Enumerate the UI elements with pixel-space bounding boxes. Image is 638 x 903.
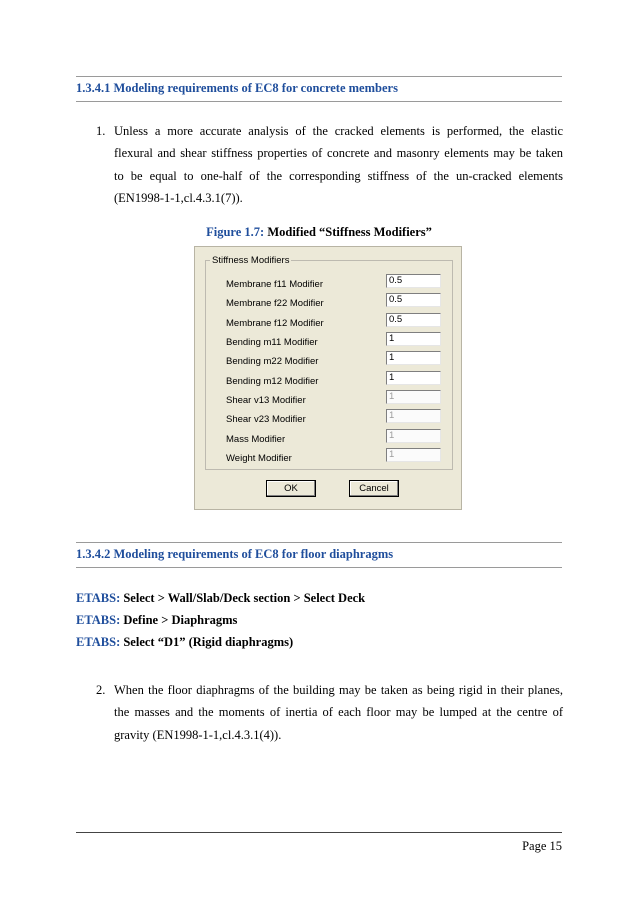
weight-modifier-input[interactable]: 1 bbox=[386, 448, 441, 462]
heading-rule-top bbox=[76, 542, 562, 543]
etabs-keyword: ETABS: bbox=[76, 591, 121, 605]
bending-m12-input[interactable]: 1 bbox=[386, 371, 441, 385]
modifier-label: Membrane f12 Modifier bbox=[226, 318, 324, 329]
heading-rule-bottom bbox=[76, 101, 562, 102]
modifier-label: Mass Modifier bbox=[226, 434, 286, 445]
modifier-label: Bending m12 Modifier bbox=[226, 376, 319, 387]
modifier-label: Weight Modifier bbox=[226, 453, 292, 464]
list-number-1: 1. bbox=[96, 124, 106, 138]
shear-v23-input[interactable]: 1 bbox=[386, 409, 441, 423]
stiffness-modifiers-dialog bbox=[194, 246, 462, 510]
etabs-instruction bbox=[76, 613, 237, 628]
paragraph-line: gravity (EN1998-1-1,cl.4.3.1(4)). bbox=[114, 727, 282, 742]
section-heading-1341: 1.3.4.1 Modeling requirements of EC8 for concrete members bbox=[76, 81, 398, 95]
heading-rule-top bbox=[76, 76, 562, 77]
figure-title: Modified “Stiffness Modifiers” bbox=[267, 225, 432, 239]
paragraph-item-2 bbox=[114, 679, 563, 746]
etabs-keyword: ETABS: bbox=[76, 635, 121, 649]
cancel-button[interactable]: Cancel bbox=[349, 480, 399, 497]
modifier-label: Bending m11 Modifier bbox=[226, 337, 318, 348]
paragraph-line: flexural and shear stiffness properties of concrete and masonry elements may be taken bbox=[114, 146, 563, 161]
modifier-label: Shear v13 Modifier bbox=[226, 395, 306, 406]
paragraph-line: (EN1998-1-1,cl.4.3.1(7)). bbox=[114, 190, 243, 205]
etabs-instruction bbox=[76, 591, 365, 606]
paragraph-line: the masses and the moments of inertia of each floor may be lumped at the centre of bbox=[114, 705, 563, 720]
etabs-keyword: ETABS: bbox=[76, 613, 121, 627]
paragraph-line: When the floor diaphragms of the building may be taken as being rigid in their planes, bbox=[114, 683, 563, 697]
list-number-2: 2. bbox=[96, 683, 106, 697]
mass-modifier-input[interactable]: 1 bbox=[386, 429, 441, 443]
modifier-label: Bending m22 Modifier bbox=[226, 356, 319, 367]
shear-v13-input[interactable]: 1 bbox=[386, 390, 441, 404]
bending-m22-input[interactable]: 1 bbox=[386, 351, 441, 365]
etabs-instruction-text: Define > Diaphragms bbox=[123, 613, 238, 627]
paragraph-item-1 bbox=[114, 120, 563, 209]
paragraph-line: Unless a more accurate analysis of the cracked elements is performed, the elastic bbox=[114, 124, 563, 138]
ok-button[interactable]: OK bbox=[266, 480, 316, 497]
bending-m11-input[interactable]: 1 bbox=[386, 332, 441, 346]
paragraph-line: to be equal to one-half of the corresponding stiffness of the un-cracked elements bbox=[114, 168, 563, 183]
page-number: Page 15 bbox=[522, 839, 562, 853]
figure-caption bbox=[0, 225, 638, 240]
footer-rule bbox=[76, 832, 562, 833]
membrane-f11-input[interactable]: 0.5 bbox=[386, 274, 441, 288]
membrane-f12-input[interactable]: 0.5 bbox=[386, 313, 441, 327]
modifier-label: Membrane f11 Modifier bbox=[226, 279, 323, 290]
group-title: Stiffness Modifiers bbox=[212, 255, 290, 266]
membrane-f22-input[interactable]: 0.5 bbox=[386, 293, 441, 307]
section-heading-1342: 1.3.4.2 Modeling requirements of EC8 for floor diaphragms bbox=[76, 547, 394, 561]
modifier-label: Shear v23 Modifier bbox=[226, 414, 306, 425]
heading-rule-bottom bbox=[76, 567, 562, 568]
etabs-instruction-text: Select > Wall/Slab/Deck section > Select Deck bbox=[123, 591, 366, 605]
etabs-instruction bbox=[76, 635, 293, 650]
figure-label: Figure 1.7: bbox=[206, 225, 265, 239]
modifier-label: Membrane f22 Modifier bbox=[226, 298, 324, 309]
etabs-instruction-text: Select “D1” (Rigid diaphragms) bbox=[123, 635, 294, 649]
